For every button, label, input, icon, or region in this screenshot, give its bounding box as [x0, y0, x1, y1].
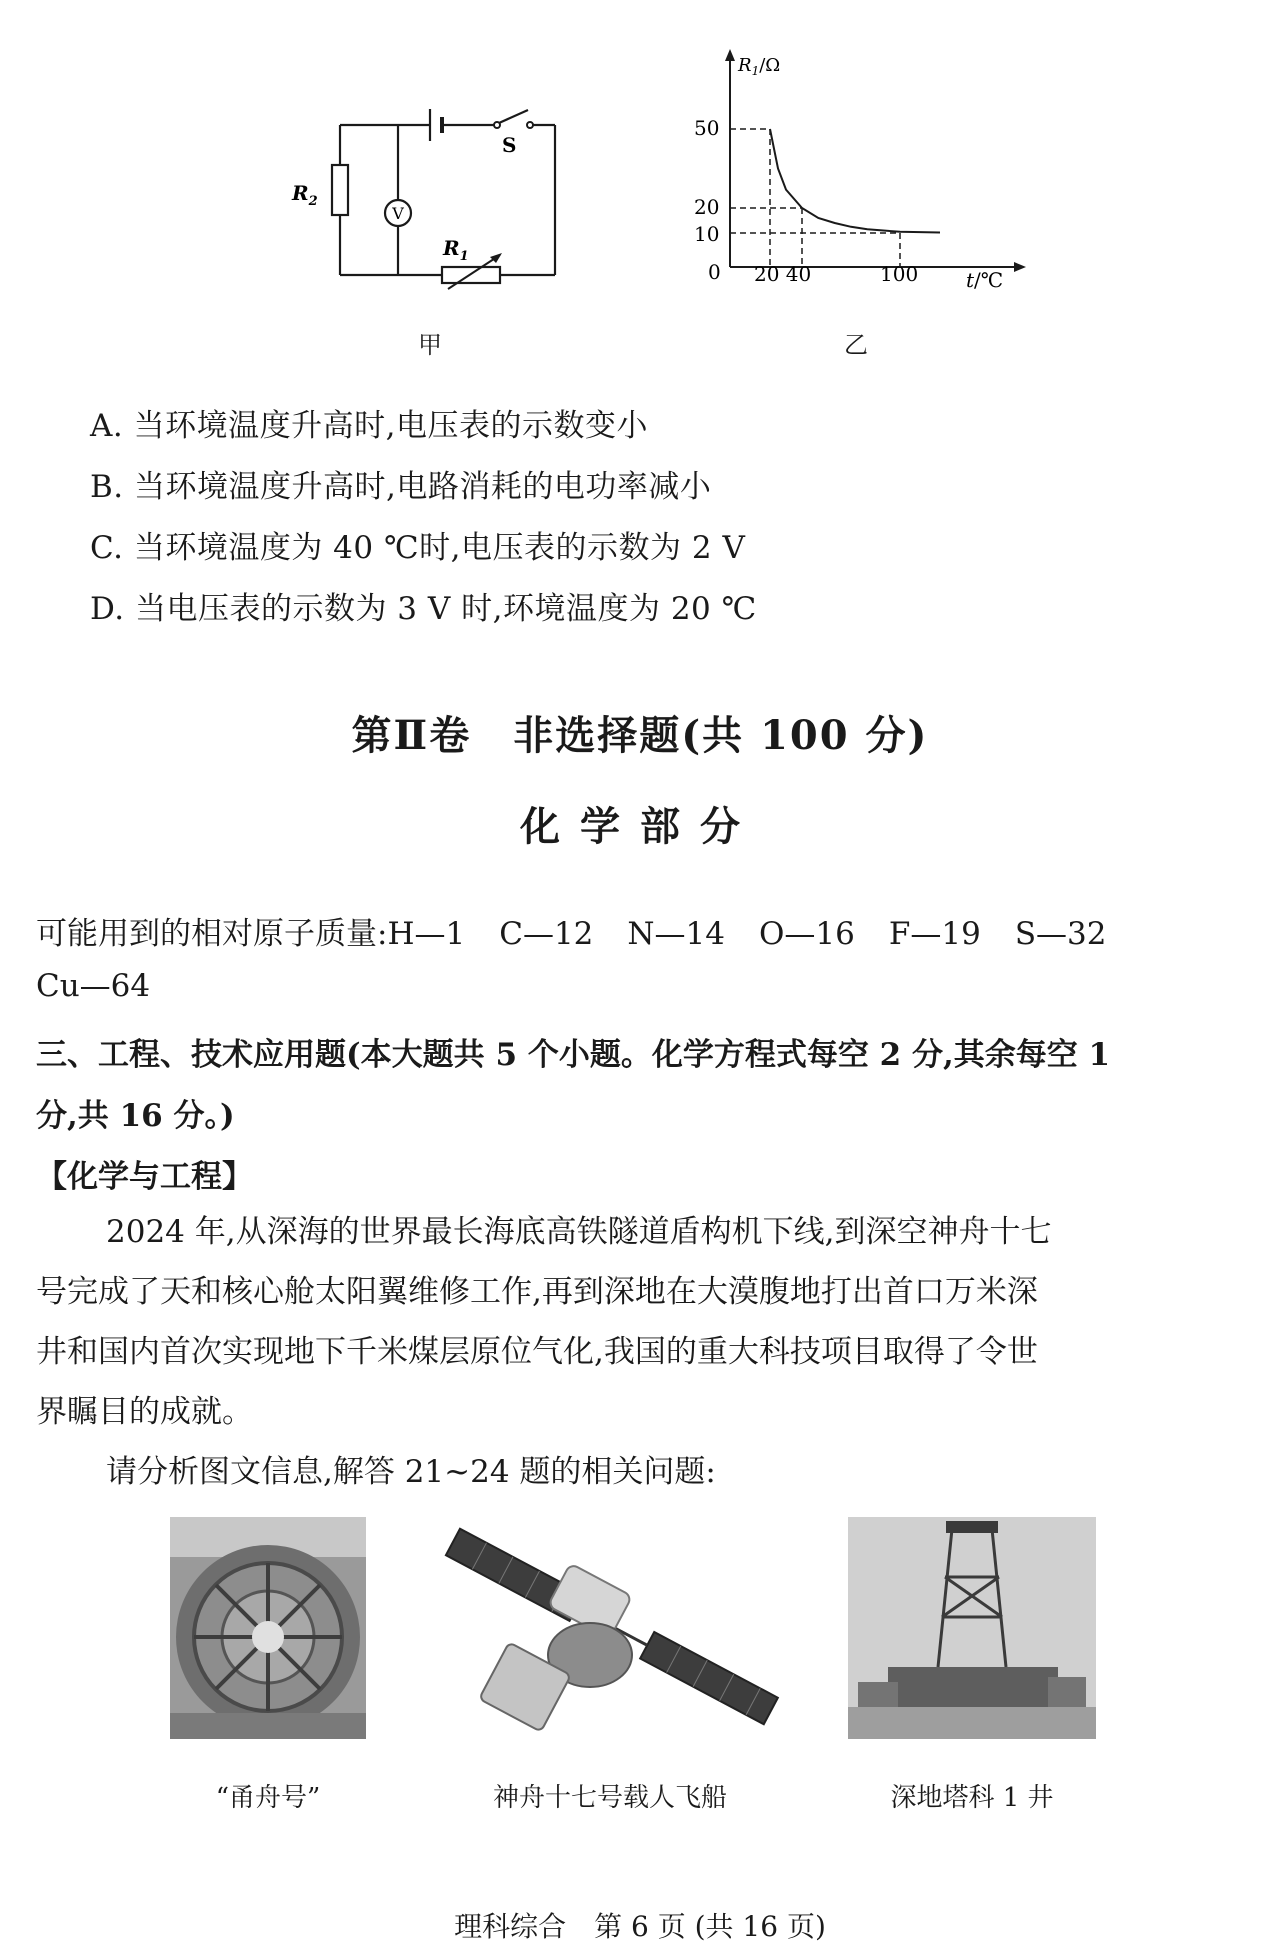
page-footer: 理科综合 第 6 页 (共 16 页) [454, 1910, 826, 1943]
atomic-masses-line2: Cu—64 [36, 968, 151, 1004]
y-tick-label: 20 [694, 195, 720, 219]
paragraph-line: 界瞩目的成就。 [36, 1394, 253, 1430]
x-axis-label: t/℃ [966, 268, 1004, 292]
option-c: C. 当环境温度为 40 ℃时,电压表的示数为 2 V [90, 530, 746, 566]
atomic-masses [36, 908, 1141, 953]
circuit-diagram [290, 95, 570, 295]
switch-symbol [494, 110, 533, 128]
x-tick-label: 100 [880, 262, 919, 286]
atomic-mass-item: H—1 [387, 916, 466, 952]
atomic-mass-item: S—32 [1014, 916, 1107, 952]
switch-label: S [502, 133, 517, 157]
drilling-rig-photo [848, 1517, 1096, 1739]
section-heading-line1: 三、工程、技术应用题(本大题共 5 个小题。化学方程式每空 2 分,其余每空 1 [36, 1037, 1111, 1073]
instruction-line: 请分析图文信息,解答 21~24 题的相关问题: [106, 1454, 716, 1490]
atomic-mass-item: C—12 [499, 916, 594, 952]
atomic-mass-item: F—19 [888, 916, 981, 952]
paragraph-line: 号完成了天和核心舱太阳翼维修工作,再到深地在大漠腹地打出首口万米深 [36, 1274, 1038, 1310]
option-b: B. 当环境温度升高时,电路消耗的电功率减小 [90, 469, 712, 505]
r2-label: $R_2$ [292, 181, 318, 209]
subject-title: 化学部分 [520, 803, 760, 850]
atomic-masses-prefix: 可能用到的相对原子质量: [36, 916, 388, 952]
photo-caption: 深地塔科 1 井 [890, 1783, 1054, 1813]
option-d: D. 当电压表的示数为 3 V 时,环境温度为 20 ℃ [90, 591, 757, 627]
atomic-mass-item: O—16 [758, 916, 855, 952]
paragraph-line: 井和国内首次实现地下千米煤层原位气化,我国的重大科技项目取得了令世 [36, 1334, 1038, 1370]
resistor-r2 [332, 165, 348, 215]
option-a: A. 当环境温度升高时,电压表的示数变小 [90, 408, 648, 444]
photo-caption: “甬舟号” [215, 1783, 321, 1813]
origin-label: 0 [708, 260, 721, 284]
resistance-temperature-graph [690, 45, 1030, 305]
x-tick-label: 20 40 [754, 262, 812, 286]
y-tick-label: 50 [694, 116, 720, 140]
topic-heading: 【化学与工程】 [36, 1159, 253, 1195]
y-tick-label: 10 [694, 222, 720, 246]
part-title: 第Ⅱ卷 非选择题(共 100 分) [351, 712, 929, 759]
resistance-curve [770, 129, 940, 233]
voltmeter-label: V [392, 204, 404, 223]
section-heading-line2: 分,共 16 分。) [36, 1098, 235, 1134]
figure-label-jia: 甲 [418, 331, 442, 359]
y-axis-label: $R_1/\Omega$ [738, 55, 781, 78]
figure-label-yi: 乙 [844, 331, 868, 359]
shield-machine-photo [170, 1517, 366, 1739]
photo-caption: 神舟十七号载人飞船 [492, 1783, 727, 1813]
spacecraft-photo [440, 1515, 780, 1745]
intro-paragraph [36, 1202, 1236, 1502]
r1-label: $R_1$ [443, 236, 469, 264]
atomic-mass-item: N—14 [627, 916, 725, 952]
paragraph-line: 2024 年,从深海的世界最长海底高铁隧道盾构机下线,到深空神舟十七 [106, 1214, 1052, 1250]
